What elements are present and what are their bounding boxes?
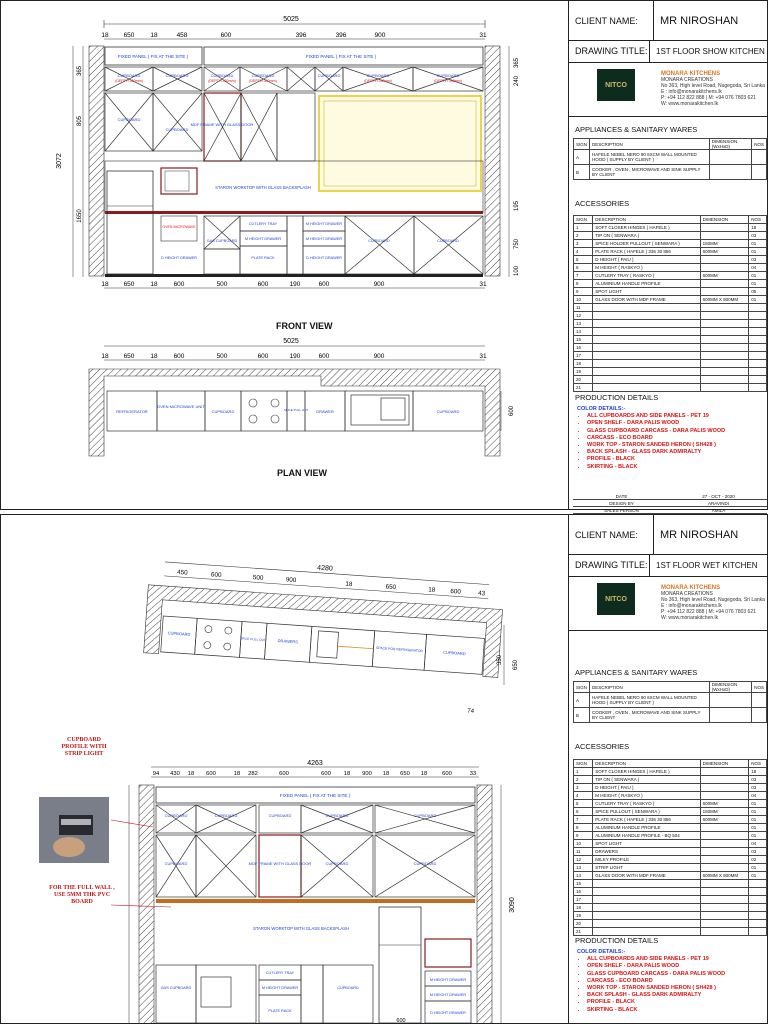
note-wall: FOR THE FULL WALL , USE 5MM THK PVC BOARD: [49, 885, 115, 905]
wet-front-dim: 33: [469, 771, 477, 777]
wet-fixed-panel: FIXED PANEL ( FIX AT THE SITE ): [279, 793, 351, 798]
upper-cupboards-row2: [105, 93, 315, 161]
cupboard-label: CUPBOARD: [366, 73, 390, 78]
overall-width-dim: 5025: [283, 16, 299, 23]
wet-cupboard-label: CUPBOARD: [413, 861, 437, 866]
wet-cutlery: CUTLERY TRAY: [265, 971, 295, 975]
drawing-title-label: DRAWING TITLE:: [575, 560, 648, 570]
plan-label: OVEN MICROWAVE UNIT: [157, 404, 205, 409]
wet-plan-small-dim: 74: [467, 708, 475, 715]
top-dim: 18: [150, 32, 158, 39]
fixed-panel-label: FIXED PANEL ( FIX AT THE SITE ): [117, 54, 189, 59]
table-row: 1 SOFT CLOSER HINGES ( HAFELE ) 18: [574, 224, 767, 232]
table-row: 6 SPICE PULLOUT ( SENWARA ) 150MM 01: [574, 808, 767, 816]
production-title: PRODUCTION DETAILS: [575, 936, 659, 945]
info-row: DESIGN BY ARAVINDI: [573, 500, 767, 507]
table-row: 21: [574, 384, 767, 392]
cupboard-label: CUPBOARD: [165, 127, 189, 132]
color-item: • WORK TOP - STARON SANDED HERON ( SH428 ): [587, 442, 725, 449]
wet-plan-dim: 500: [252, 574, 264, 582]
oven-label: OVEN MICROWAVE: [162, 225, 196, 229]
table-row: 3 D HEIGHT ( PAIU ) 03: [574, 784, 767, 792]
right-dim: 750: [514, 238, 520, 250]
wet-front-dim: 18: [420, 771, 428, 777]
color-item: • BACK SPLASH - GLASS DARK ADMIRALTY: [587, 992, 725, 999]
wet-plan: [141, 553, 505, 716]
table-row: 9 ALUMINIUM HANDLE PROFILE - BQ 504 01: [574, 832, 767, 840]
table-row: 3 SPICE HOLDER PULLOUT ( SENWARA ) 150MM 01: [574, 240, 767, 248]
company-address: No 363, High level Road, Nugegoda, Sri Lanka: [661, 597, 765, 603]
color-item: • GLASS CUPBOARD CARCASS - DARA PALIS WOOD: [587, 428, 725, 435]
cupboard-label: CUPBOARD: [165, 73, 189, 78]
title-block-2: [568, 515, 768, 1023]
table-row: 13: [574, 320, 767, 328]
plate-rack-label: PLATE RACK: [251, 256, 275, 260]
wet-glass-frame: MDF FRAME WITH GLASS DOOR: [248, 861, 312, 866]
company-address: No 363, High level Road, Nugegoda, Sri Lanka: [661, 83, 765, 89]
profile-photo: [39, 797, 109, 863]
right-dim: 240: [514, 75, 520, 87]
bottom-dim: 600: [257, 281, 269, 288]
table-row: 19: [574, 368, 767, 376]
hob-icon: [249, 399, 279, 423]
plan-dim: 600: [318, 353, 330, 360]
appliances-title: APPLIANCES & SANITARY WARES: [575, 125, 698, 134]
wet-cupboard-label: CUPBOARD: [164, 861, 188, 866]
wet-cupboard-label: CUPBOARD: [164, 813, 188, 818]
sheet-show-kitchen: [0, 0, 768, 513]
depth-label: (DEPTH 330mm): [434, 79, 462, 83]
wet-cupboard-label: CUPBOARD: [413, 813, 437, 818]
color-item: • CARCASS - ECO BOARD: [587, 435, 725, 442]
plan-dim: 600: [173, 353, 185, 360]
client-row-2: [569, 515, 768, 555]
d-height-label: D HEIGHT DRAWER: [161, 256, 197, 260]
drawing-title-label: DRAWING TITLE:: [575, 46, 648, 56]
wet-front-dim: 18: [343, 771, 351, 777]
m-height-label: M HEIGHT DRAWER: [305, 222, 343, 226]
appliances-table: SIGN DESCRIPTION DIMENSION (WxHxD) NOS A HAFELE NEBEL NERO 90 6XCM WALL MOUNTED HOOD ( SUPPLY BY CLIENT ) B COOKER , OVEN , MICROWAVE AND SINK SUPPLY BY CLIENT: [573, 138, 767, 180]
wet-cupboard-label: CUPBOARD: [268, 813, 292, 818]
wet-cupboard-label: CUPBOARD: [325, 813, 349, 818]
production-title: PRODUCTION DETAILS: [575, 393, 659, 402]
table-row: 4 PLATE RACK ( HAFELE ) 336 30 856 600MM 01: [574, 248, 767, 256]
plan-dim: 31: [479, 353, 487, 360]
wet-cupboard-label: CUPBOARD: [214, 813, 238, 818]
bottom-dim: 500: [216, 281, 228, 288]
client-name: MR NIROSHAN: [653, 515, 738, 554]
plan-dim: 18: [150, 353, 158, 360]
staron-label: STARON WORKTOP WITH GLASS BACKSPLASH: [215, 185, 311, 190]
accessories-title: ACCESSORIES: [575, 742, 630, 751]
table-row: 2 TIP ON ( SENWARA ) 03: [574, 232, 767, 240]
overall-height-dim: 3072: [56, 153, 63, 169]
table-row: 6 M HEIGHT ( RASKYO ) 04: [574, 264, 767, 272]
company-email: E : info@monarakitchens.lk: [661, 89, 722, 95]
table-row: 7 PLATE RACK ( HAFELE ) 336 30 856 600MM 01: [574, 816, 767, 824]
wet-plan-right-dim: 350: [497, 654, 503, 666]
table-header: SIGN DESCRIPTION DIMENSION NOS: [574, 216, 767, 224]
cupboard-label: CUPBOARD: [210, 73, 234, 78]
wet-base-cabinets: [156, 965, 471, 1023]
color-item: • ALL CUPBOARDS AND SIDE PANELS - PET 19: [587, 956, 725, 963]
wet-overall-height: 3090: [509, 897, 516, 913]
wet-front-overall: 4263: [307, 760, 323, 767]
table-row: 15: [574, 880, 767, 888]
wet-plan-dim: 18: [345, 580, 353, 589]
wet-front-dim: 18: [382, 771, 390, 777]
base-cabinets: [204, 216, 483, 274]
title-row: [569, 41, 768, 63]
top-dims: [101, 32, 487, 39]
top-dim: 31: [479, 32, 487, 39]
front-and-plan-drawing: [1, 1, 568, 509]
wet-plan-label: DRAWERS: [277, 638, 299, 645]
wet-front-dim: 282: [248, 771, 258, 777]
sheet-wet-kitchen: [0, 514, 768, 1024]
top-dim: 396: [335, 32, 347, 39]
top-dim: 458: [176, 32, 188, 39]
plan-view-label: PLAN VIEW: [277, 468, 328, 478]
color-item: • OPEN SHELF - DARA PALIS WOOD: [587, 963, 725, 970]
wet-plan-dim: 650: [385, 583, 397, 592]
cutlery-label: CUTLERY TRAY: [248, 222, 278, 226]
wet-plan-dim: 18: [427, 586, 436, 594]
wet-bottom-dim: 600: [396, 1018, 406, 1023]
company-logo: NITCO: [597, 69, 635, 101]
table-row: 15: [574, 336, 767, 344]
company-sub: MONARA CREATIONS: [661, 591, 713, 597]
table-row: 12 MILKY PROFILE 02: [574, 856, 767, 864]
company-name: MONARA KITCHENS: [661, 71, 721, 77]
wet-m-height: M HEIGHT DRAWER: [429, 978, 467, 982]
logo-row-2: [569, 577, 768, 631]
info-row: SALES PERSON AMILA: [573, 507, 767, 514]
color-item: • SKIRTING - BLACK: [587, 464, 725, 471]
client-name: MR NIROSHAN: [653, 1, 738, 40]
wet-front-dim: 600: [321, 771, 331, 777]
depth-label: (DEPTH 330mm): [249, 79, 277, 83]
right-dim: 365: [514, 57, 520, 69]
wet-plan-dim: 900: [285, 576, 297, 585]
plan-label: CUPBOARD: [211, 409, 235, 414]
table-row: 19: [574, 912, 767, 920]
color-item: • PROFILE - BLACK: [587, 999, 725, 1006]
bottom-dim: 31: [479, 281, 487, 288]
table-row: 10 SPOT LIGHT 04: [574, 840, 767, 848]
wet-plan-dim: 450: [176, 568, 188, 577]
wet-front-dim: 600: [442, 771, 452, 777]
photo-illustration: [39, 797, 109, 863]
plan-dim: 190: [289, 353, 301, 360]
cupboard-label: CUPBOARD: [317, 73, 341, 78]
company-sub: MONARA CREATIONS: [661, 77, 713, 83]
plan-dim: 18: [101, 353, 109, 360]
bottom-dim: 650: [123, 281, 135, 288]
cupboard-label: CUPBOARD: [436, 73, 460, 78]
table-row: 16: [574, 344, 767, 352]
table-row: 20: [574, 920, 767, 928]
wet-plan-dim: 43: [477, 589, 486, 598]
wet-cupboard-label: CUPBOARD: [337, 986, 359, 990]
plan-dims: [101, 353, 487, 360]
color-item: • GLASS CUPBOARD CARCASS - DARA PALIS WOOD: [587, 971, 725, 978]
note-profile: CUPBOARD PROFILE WITH STRIP LIGHT: [61, 737, 107, 757]
left-dim: 1650: [77, 209, 83, 223]
table-row: 8 ALUMINIUM HANDLE PROFILE 01: [574, 280, 767, 288]
company-logo: NITCO: [597, 583, 635, 615]
top-dim: 600: [220, 32, 232, 39]
wet-gas-cupboard: GAS CUPBOARD: [160, 986, 192, 990]
color-item: • BACK SPLASH - GLASS DARK ADMIRALTY: [587, 449, 725, 456]
title-block: [568, 1, 768, 513]
wet-plan-right-dim: 650: [513, 659, 519, 671]
accessories-table-2: [573, 759, 767, 936]
client-label: CLIENT NAME:: [575, 530, 638, 540]
cupboard-label: CUPBOARD: [368, 239, 390, 243]
wet-front-dim: 900: [362, 771, 372, 777]
plan-overall-dim: 5025: [283, 338, 299, 345]
m-height-label: M HEIGHT DRAWER: [244, 237, 282, 241]
table-header: SIGN DESCRIPTION DIMENSION NOS: [574, 760, 767, 768]
color-details-2: [577, 949, 725, 1014]
bottom-dims: [101, 281, 487, 288]
color-item: • WORK TOP - STARON SANDED HERON ( SH428 ): [587, 985, 725, 992]
table-row: 8 ALUMINIUM HANDLE PROFILE 01: [574, 824, 767, 832]
plan-dim: 500: [216, 353, 228, 360]
table-row: 10 GLASS DOOR WITH MDF FRAME 600MM X 900MM 01: [574, 296, 767, 304]
wet-m-height: M HEIGHT DRAWER: [429, 993, 467, 997]
table-row: 1 SOFT CLOSER HINGES ( HAFELE ) 18: [574, 768, 767, 776]
plan-right-dim: 600: [509, 405, 515, 417]
bottom-dim: 190: [289, 281, 301, 288]
wet-front-dims: [153, 771, 476, 777]
cupboard-label: CUPBOARD: [251, 73, 275, 78]
left-dim: 365: [77, 65, 83, 77]
front-view-label: FRONT VIEW: [276, 321, 333, 331]
color-item: • CARCASS - ECO BOARD: [587, 978, 725, 985]
table-row: 12: [574, 312, 767, 320]
plan-dim: 600: [257, 353, 269, 360]
left-dim: 805: [77, 115, 83, 127]
company-info: [661, 71, 765, 107]
logo-row: [569, 63, 768, 117]
wet-staron-label: STARON WORKTOP WITH GLASS BACKSPLASH: [253, 926, 349, 931]
drawing-title-value: 1ST FLOOR SHOW KITCHEN: [649, 41, 765, 62]
plan-label: SPICE PULL OUT: [283, 408, 309, 412]
plan-label: DRAWER: [316, 409, 334, 414]
table-row: 14: [574, 328, 767, 336]
bottom-dim: 18: [101, 281, 109, 288]
table-row: 2 TIP ON ( SENWARA ) 03: [574, 776, 767, 784]
accessories-table: [573, 215, 767, 392]
accessories-title: ACCESSORIES: [575, 199, 630, 208]
d-height-label: D HEIGHT DRAWER: [306, 256, 342, 260]
table-row: 13 STRIP LIGHT 01: [574, 864, 767, 872]
drawing-area: [1, 1, 568, 509]
table-row: 5 CUTLERY TRAY ( RASKYO ) 600MM 01: [574, 800, 767, 808]
table-row: 11 DRAWERS 03: [574, 848, 767, 856]
top-dim: 900: [374, 32, 386, 39]
wet-kitchen-drawing: [1, 515, 568, 1023]
top-dim: 650: [123, 32, 135, 39]
title-row-2: [569, 555, 768, 577]
cupboard-label: CUPBOARD: [117, 117, 141, 122]
plan-dim: 900: [373, 353, 385, 360]
color-head: COLOR DETAILS:-: [577, 949, 626, 955]
depth-label: (DEPTH 330mm): [115, 79, 143, 83]
company-name: MONARA KITCHENS: [661, 585, 721, 591]
bottom-dim: 600: [173, 281, 185, 288]
client-label: CLIENT NAME:: [575, 16, 638, 26]
top-dim: 18: [101, 32, 109, 39]
company-web: W: www.monarakitchen.lk: [661, 101, 719, 107]
top-dim: 396: [295, 32, 307, 39]
bottom-dim: 18: [150, 281, 158, 288]
table-row: 5 D HEIGHT ( PAIU ) 03: [574, 256, 767, 264]
table-row: 21: [574, 928, 767, 936]
color-item: • SKIRTING - BLACK: [587, 1007, 725, 1014]
wet-plate-rack: PLATE RACK: [268, 1009, 292, 1013]
wet-front-dim: 600: [279, 771, 289, 777]
m-height-label: M HEIGHT DRAWER: [305, 237, 343, 241]
wet-plan-dim: 600: [450, 587, 462, 596]
wet-cupboard-label: CUPBOARD: [325, 861, 349, 866]
company-email: E : info@monarakitchens.lk: [661, 603, 722, 609]
wet-plan-label: CUPBOARD: [442, 649, 466, 657]
table-row: 9 SPOT LIGHT 05: [574, 288, 767, 296]
color-head: COLOR DETAILS:-: [577, 406, 626, 412]
bottom-dim: 600: [318, 281, 330, 288]
table-row: 17: [574, 352, 767, 360]
info-row: DATE 27 - OCT - 2020: [573, 493, 767, 500]
drawing-title-value: 1ST FLOOR WET KITCHEN: [649, 555, 758, 576]
table-row: 4 M HEIGHT ( RASKYO ) 04: [574, 792, 767, 800]
wet-hob-icon: [204, 625, 233, 650]
right-dim: 195: [514, 200, 520, 212]
wet-front-dim: 18: [187, 771, 195, 777]
color-item: • ALL CUPBOARDS AND SIDE PANELS - PET 19: [587, 413, 725, 420]
wet-front-dim: 430: [170, 771, 180, 777]
client-row: [569, 1, 768, 41]
depth-label: (DEPTH 330mm): [364, 79, 392, 83]
depth-label: (DEPTH 330mm): [208, 79, 236, 83]
bottom-dim: 900: [373, 281, 385, 288]
table-row: 18: [574, 360, 767, 368]
cupboard-label: CUPBOARD: [117, 73, 141, 78]
wet-front-dim: 650: [400, 771, 410, 777]
glass-frame-label: MDF FRAME WITH GLASS DOOR: [190, 122, 254, 127]
company-phone: P: +94 112 822 888 | M: +94 076 7803 621: [661, 609, 756, 615]
plan-dim: 650: [123, 353, 135, 360]
plan-label: CUPBOARD: [436, 409, 460, 414]
company-phone: P: +94 112 822 888 | M: +94 076 7803 621: [661, 95, 756, 101]
appliances-title: APPLIANCES & SANITARY WARES: [575, 668, 698, 677]
wet-plan-dim: 600: [210, 571, 222, 579]
cupboard-label: CUPBOARD: [437, 239, 459, 243]
table-row: 17: [574, 896, 767, 904]
wet-front-dim: 600: [206, 771, 216, 777]
drawing-area-2: [1, 515, 568, 1023]
company-info: [661, 585, 765, 621]
wet-d-height: D HEIGHT DRAWER: [430, 1011, 466, 1015]
fixed-panel-label: FIXED PANEL ( FIX AT THE SITE ): [305, 54, 377, 59]
plan-label: REFRIGERATOR: [116, 409, 148, 414]
gas-cupboard-label: GAS CUPBOARD: [206, 239, 238, 243]
table-row: 18: [574, 904, 767, 912]
wet-plan-label: CUPBOARD: [167, 630, 191, 637]
wet-plan-overall: 4280: [316, 564, 333, 573]
upper-cupboards-row1: [105, 67, 483, 91]
wet-upper-cabinets: [156, 805, 475, 897]
color-details: [577, 406, 725, 471]
table-row: 14 GLASS DOOR WITH MDF FRAME 600MM X 900MM 01: [574, 872, 767, 880]
table-row: 7 CUTLERY TRAY ( RASKYO ) 600MM 01: [574, 272, 767, 280]
wet-front-dim: 94: [152, 771, 160, 777]
appliances-table-2: SIGN DESCRIPTION DIMENSION (WxHxD) NOS A HAFELE NEBEL NERO 90 6XCM WALL MOUNTED HOOD ( SUPPLY BY CLIENT ) B COOKER , OVEN , MICROWAVE AND SINK SUPPLY BY CLIENT: [573, 681, 767, 723]
right-dim: 100: [514, 265, 520, 277]
wet-plan-label: SPACE FOR REFRIGERATOR: [375, 645, 424, 654]
color-item: • OPEN SHELF - DARA PALIS WOOD: [587, 420, 725, 427]
table-row: 11: [574, 304, 767, 312]
table-row: 20: [574, 376, 767, 384]
company-web: W: www.monarakitchen.lk: [661, 615, 719, 621]
wet-plan-label: SPICE PULL OUT: [239, 636, 266, 643]
table-row: 16: [574, 888, 767, 896]
wet-front-dim: 18: [233, 771, 241, 777]
color-item: • PROFILE - BLACK: [587, 456, 725, 463]
wet-m-height: M HEIGHT DRAWER: [261, 986, 299, 990]
